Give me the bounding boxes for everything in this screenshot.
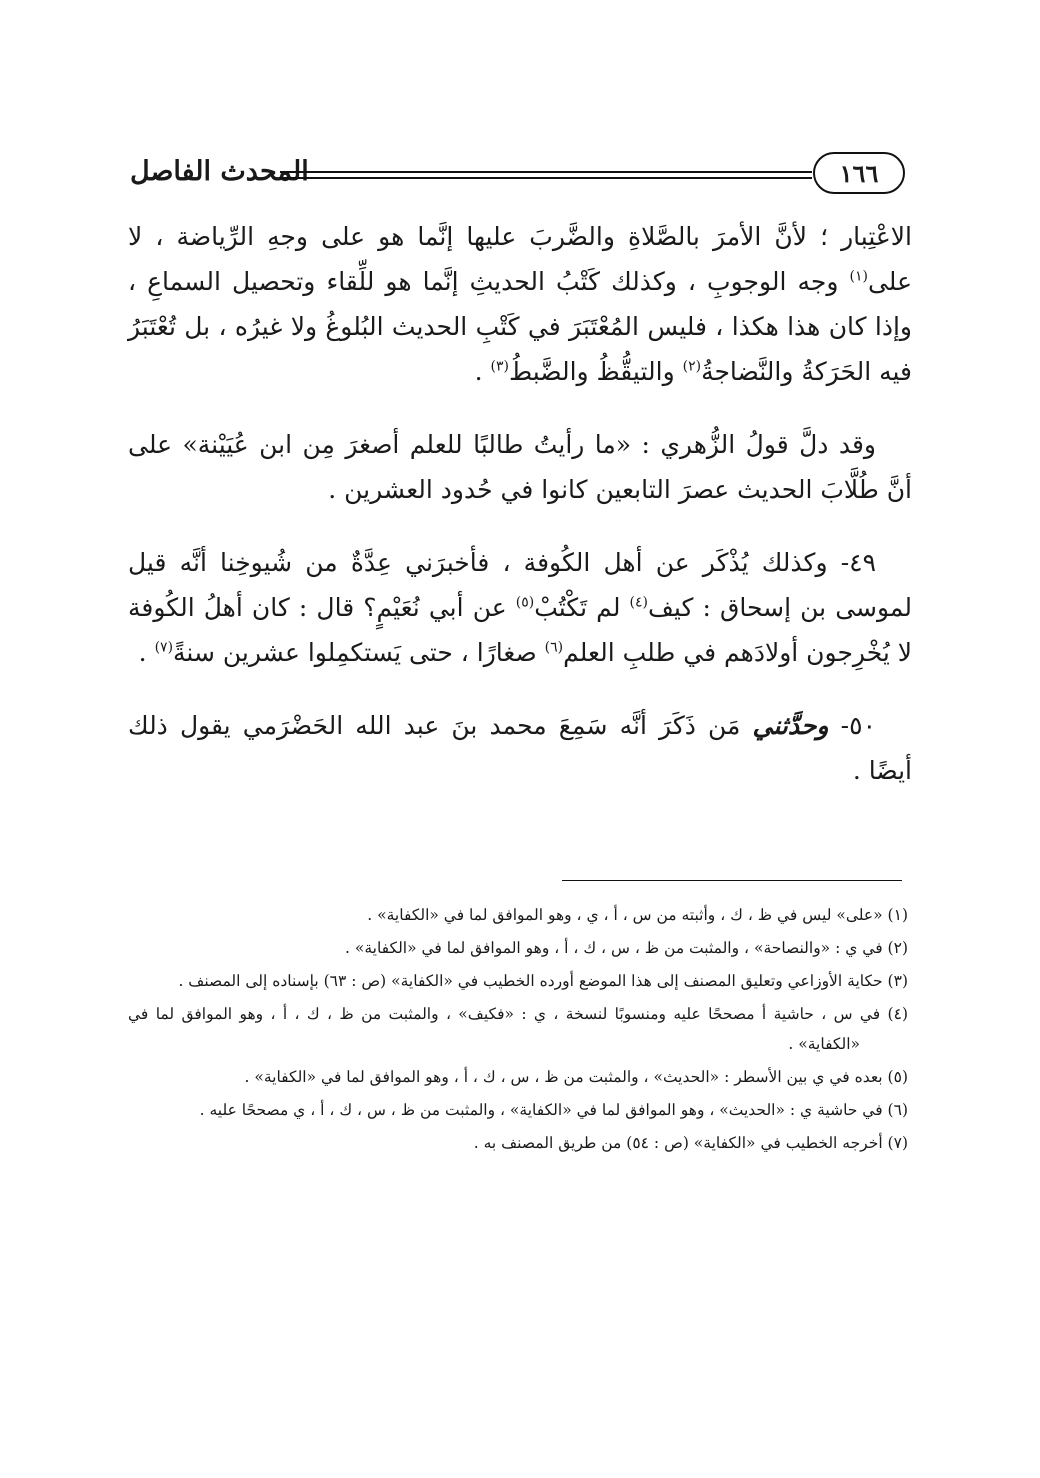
text-run: صغارًا ، حتى يَستكمِلوا عشرين سنةً	[173, 638, 545, 667]
paragraph	[128, 540, 912, 675]
text-run: عن أبي نُعَيْمٍ؟ قال : كان أهلُ الكُوفة لا يُخْرِجون أولادَهم في طلبِ العلم	[128, 593, 912, 667]
footnote-ref: (٧)	[154, 639, 174, 656]
footnote-ref: (١)	[849, 268, 868, 285]
footnote: (٣) حكاية الأوزاعي وتعليق المصنف إلى هذا الموضع أورده الخطيب في «الكفاية» (ص : ٦٣) بإسناده إلى المصنف .	[178, 972, 908, 990]
text-run: الاعْتِبار ؛ لأنَّ الأمرَ بالصَّلاةِ والضَّربَ عليها إنَّما هو على وجهِ الرِّياضة ، لا على	[128, 222, 912, 296]
footnote: (٤) في س ، حاشية أ مصححًا عليه ومنسوبًا لنسخة ، ي : «فكيف» ، والمثبت من ظ ، ك ، أ ، وهو الموافق لما في «الكفاية» .	[128, 1005, 908, 1053]
text-run: ٤٩- وكذلك يُذْكَر عن أهل الكُوفة ، فأخبرَني عِدَّةٌ من شُيوخِنا أنَّه قيل لموسى بن إسحاق : كيف	[128, 548, 912, 622]
main-text	[128, 214, 912, 793]
footnote-ref: (٣)	[490, 358, 509, 375]
footnote: (٧) أخرجه الخطيب في «الكفاية» (ص : ٥٤) من طريق المصنف به .	[473, 1134, 908, 1152]
header-rule	[280, 171, 812, 173]
footnotes	[128, 900, 908, 1161]
footnote: (٢) في ي : «والنصاحة» ، والمثبت من ظ ، س ، ك ، أ ، وهو الموافق لما في «الكفاية» .	[344, 939, 908, 957]
footnote-ref: (٤)	[629, 594, 649, 611]
hadith-number: ٥٠-	[828, 711, 876, 740]
text-run: .	[138, 638, 155, 667]
text-run: مَن ذَكَرَ أنَّه سَمِعَ محمد بنَ عبد الله الحَضْرَمي يقول ذلك أيضًا .	[128, 711, 912, 785]
footnote-ref: (٢)	[682, 358, 702, 375]
text-run: وجه الوجوبِ ، وكذلك كَتْبُ الحديثِ إنَّما هو للِّقاء وتحصيل السماعِ ، وإذا كان هذا هكذا ، فليس المُعْتَبَرَ في كَتْبِ الحديث البُلوغُ ولا غيرُه ، بل تُعْتَبَرُ فيه الحَرَكةُ والنَّضاجةُ	[128, 267, 912, 386]
page-number: ١٦٦	[813, 152, 905, 194]
text-run: والتيقُّظُ والضَّبطُ	[509, 357, 683, 386]
paragraph: وقد دلَّ قولُ الزُّهري : «ما رأيتُ طالبًا للعلم أصغرَ مِن ابن عُيَيْنة» على أنَّ طُلَّابَ الحديث عصرَ التابعين كانوا في حُدود العشرين .	[128, 430, 912, 504]
footnote-separator	[562, 880, 902, 881]
footnote: (٦) في حاشية ي : «الحديث» ، وهو الموافق لما في «الكفاية» ، والمثبت من ظ ، س ، ك ، أ ، ي مصححًا عليه .	[199, 1101, 908, 1119]
text-run: .	[474, 357, 491, 386]
header-rule	[280, 177, 812, 179]
narration-term: وحدَّثني	[752, 711, 829, 740]
page-header	[130, 152, 910, 198]
text-run: لم تَكْتُبْ	[534, 593, 630, 622]
footnote-ref: (٦)	[544, 639, 564, 656]
paragraph	[128, 703, 912, 793]
footnote-ref: (٥)	[515, 594, 535, 611]
footnote: (١) «على» ليس في ظ ، ك ، وأثبته من س ، أ ، ي ، وهو الموافق لما في «الكفاية» .	[367, 906, 908, 924]
paragraph	[128, 214, 912, 394]
running-title: المحدث الفاصل	[130, 156, 309, 187]
footnote: (٥) بعده في ي بين الأسطر : «الحديث» ، والمثبت من ظ ، س ، ك ، أ ، وهو الموافق لما في «الكفاية» .	[244, 1068, 908, 1086]
